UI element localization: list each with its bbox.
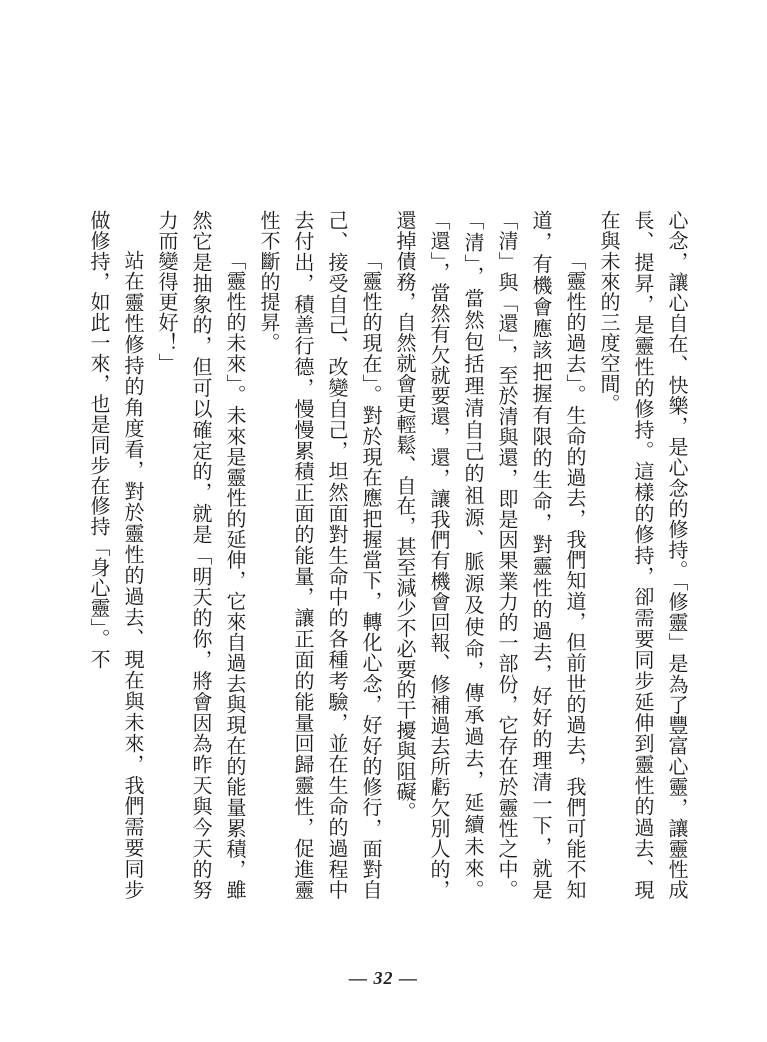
paragraph-spiritual-past: 「靈性的過去」。生命的過去，我們知道，但前世的過去，我們可能不知道，有機會應該把握有限的生命，對靈性的過去，好好的理清一下，就是「清」與「還」，至於清與還，即是因果業力的一部份，它存在於靈性之中。「清」，當然包括理清自己的祖源、脈源及使命，傳承過去，延續未來。「還」，當然有欠就要還，還，讓我們有機會回報、修補過去所虧欠別人的，還掉債務，自然就會更輕鬆、自在，甚至減少不必要的干擾與阻礙。: [393, 210, 587, 900]
body-text: [74, 210, 694, 900]
paragraph-intro: 心念，讓心自在、快樂，是心念的修持。「修靈」是為了豐富心靈，讓靈性成長、提昇，是靈性的修持。這樣的修持，卻需要同步延伸到靈性的過去、現在與未來的三度空間。: [597, 210, 689, 900]
page-number: — 32 —: [349, 968, 418, 988]
paragraph-spiritual-future: 「靈性的未來」。未來是靈性的延伸，它來自過去與現在的能量累積，雖然它是抽象的，但可以確定的，就是「明天的你，將會因為昨天與今天的努力而變得更好！」: [155, 210, 247, 900]
paragraph-spiritual-present: 「靈性的現在」。對於現在應把握當下，轉化心念，好好的修行，面對自己、接受自己、改變自己，坦然面對生命中的各種考驗，並在生命的過程中去付出，積善行德，慢慢累積正面的能量，讓正面的能量回歸靈性，促進靈性不斷的提昇。: [257, 210, 383, 900]
paragraph-conclusion: 站在靈性修持的角度看，對於靈性的過去、現在與未來，我們需要同步做修持，如此一來，也是同步在修持「身心靈」。不: [87, 210, 145, 900]
